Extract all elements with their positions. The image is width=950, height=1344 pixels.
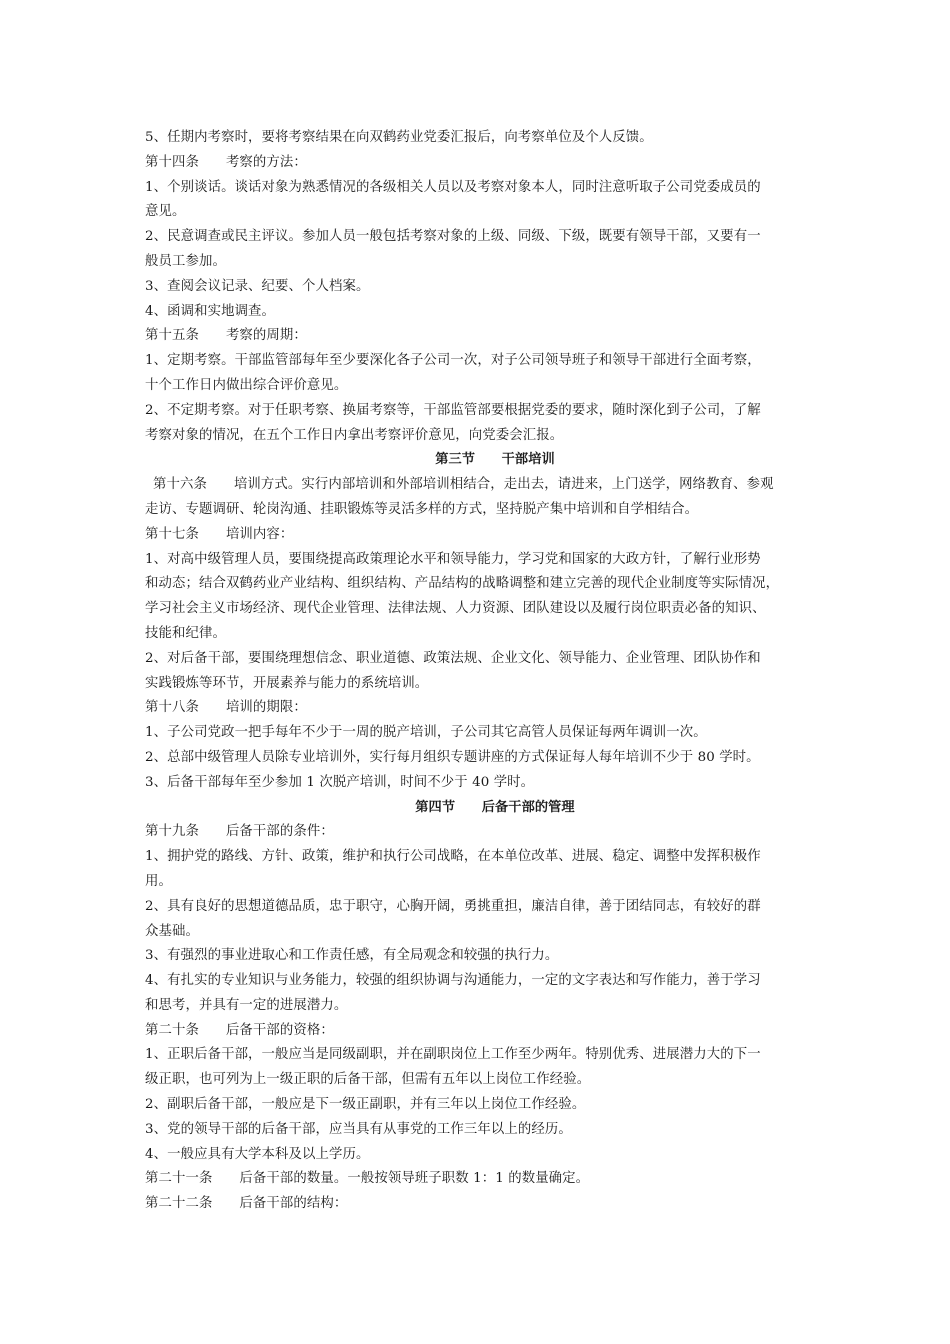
section-heading: 第四节 后备干部的管理 xyxy=(415,799,575,815)
text-line: 和思考，并具有一定的进展潜力。 xyxy=(145,997,348,1013)
text-line: 3、党的领导干部的后备干部，应当具有从事党的工作三年以上的经历。 xyxy=(145,1121,572,1137)
text-line: 学习社会主义市场经济、现代企业管理、法律法规、人力资源、团队建设以及履行岗位职责必备的知识、 xyxy=(145,601,766,617)
text-line: 2、对后备干部，要围绕理想信念、职业道德、政策法规、企业文化、领导能力、企业管理、团队协作和 xyxy=(145,650,761,666)
text-line: 用。 xyxy=(145,873,172,889)
text-line: 1、正职后备干部，一般应当是同级副职，并在副职岗位上工作至少两年。特别优秀、进展潜力大的下一 xyxy=(145,1047,761,1063)
text-line: 4、有扎实的专业知识与业务能力，较强的组织协调与沟通能力，一定的文字表达和写作能力，善于学习 xyxy=(145,973,761,989)
text-line: 考察对象的情况，在五个工作日内拿出考察评价意见，向党委会汇报。 xyxy=(145,427,564,443)
text-line: 十个工作日内做出综合评价意见。 xyxy=(145,377,348,393)
text-line: 意见。 xyxy=(145,204,186,220)
text-line: 和动态；结合双鹤药业产业结构、组织结构、产品结构的战略调整和建立完善的现代企业制度等实际情况， xyxy=(145,576,780,592)
text-line: 第二十条 后备干部的资格： xyxy=(145,1022,334,1038)
text-line: 2、具有良好的思想道德品质，忠于职守，心胸开阔，勇挑重担，廉洁自律，善于团结同志，有较好的群 xyxy=(145,898,761,914)
text-line: 第十九条 后备干部的条件： xyxy=(145,824,334,840)
text-line: 2、民意调查或民主评议。参加人员一般包括考察对象的上级、同级、下级，既要有领导干部，又要有一 xyxy=(145,229,761,245)
text-line: 第二十二条 后备干部的结构： xyxy=(145,1196,348,1212)
text-line: 3、后备干部每年至少参加 1 次脱产培训，时间不少于 40 学时。 xyxy=(145,774,535,790)
text-line: 5、任期内考察时，要将考察结果在向双鹤药业党委汇报后，向考察单位及个人反馈。 xyxy=(145,130,653,145)
text-line: 第十四条 考察的方法： xyxy=(145,154,307,170)
text-line: 1、个别谈话。谈话对象为熟悉情况的各级相关人员以及考察对象本人，同时注意听取子公司党委成员的 xyxy=(145,179,761,195)
text-line: 3、有强烈的事业进取心和工作责任感，有全局观念和较强的执行力。 xyxy=(145,948,559,964)
document-page xyxy=(145,126,815,1217)
text-line: 技能和纪律。 xyxy=(145,625,226,641)
text-line: 走访、专题调研、轮岗沟通、挂职锻炼等灵活多样的方式，坚持脱产集中培训和自学相结合。 xyxy=(145,501,699,517)
text-line: 1、定期考察。干部监管部每年至少要深化各子公司一次，对子公司领导班子和领导干部进行全面考察， xyxy=(145,353,761,369)
text-line: 4、函调和实地调查。 xyxy=(145,303,276,319)
text-line: 1、对高中级管理人员，要围绕提高政策理论水平和领导能力，学习党和国家的大政方针，了解行业形势 xyxy=(145,551,761,567)
text-line: 众基础。 xyxy=(145,923,199,939)
text-line: 2、副职后备干部，一般应是下一级正副职，并有三年以上岗位工作经验。 xyxy=(145,1097,586,1113)
text-line: 实践锻炼等环节，开展素养与能力的系统培训。 xyxy=(145,675,429,691)
text-line: 第二十一条 后备干部的数量。一般按领导班子职数 1：1 的数量确定。 xyxy=(145,1171,590,1187)
text-line: 4、一般应具有大学本科及以上学历。 xyxy=(145,1146,370,1162)
text-line: 第十六条 培训方式。实行内部培训和外部培训相结合，走出去，请进来，上门送学，网络教育、参观 xyxy=(153,477,774,493)
text-line: 第十七条 培训内容： xyxy=(145,526,294,542)
text-line: 1、子公司党政一把手每年不少于一周的脱产培训，子公司其它高管人员保证每两年调训一次。 xyxy=(145,725,707,741)
text-line: 般员工参加。 xyxy=(145,253,226,269)
text-line: 2、总部中级管理人员除专业培训外，实行每月组织专题讲座的方式保证每人每年培训不少于 80 学时。 xyxy=(145,749,760,765)
section-heading: 第三节 干部培训 xyxy=(435,452,555,468)
text-line: 3、查阅会议记录、纪要、个人档案。 xyxy=(145,278,370,294)
text-line: 2、不定期考察。对于任职考察、换届考察等，干部监管部要根据党委的要求，随时深化到子公司，了解 xyxy=(145,402,761,418)
text-line: 级正职，也可列为上一级正职的后备干部，但需有五年以上岗位工作经验。 xyxy=(145,1072,591,1088)
text-line: 第十五条 考察的周期： xyxy=(145,328,307,344)
text-line: 第十八条 培训的期限： xyxy=(145,700,307,716)
text-line: 1、拥护党的路线、方针、政策，维护和执行公司战略，在本单位改革、进展、稳定、调整中发挥积极作 xyxy=(145,849,761,865)
